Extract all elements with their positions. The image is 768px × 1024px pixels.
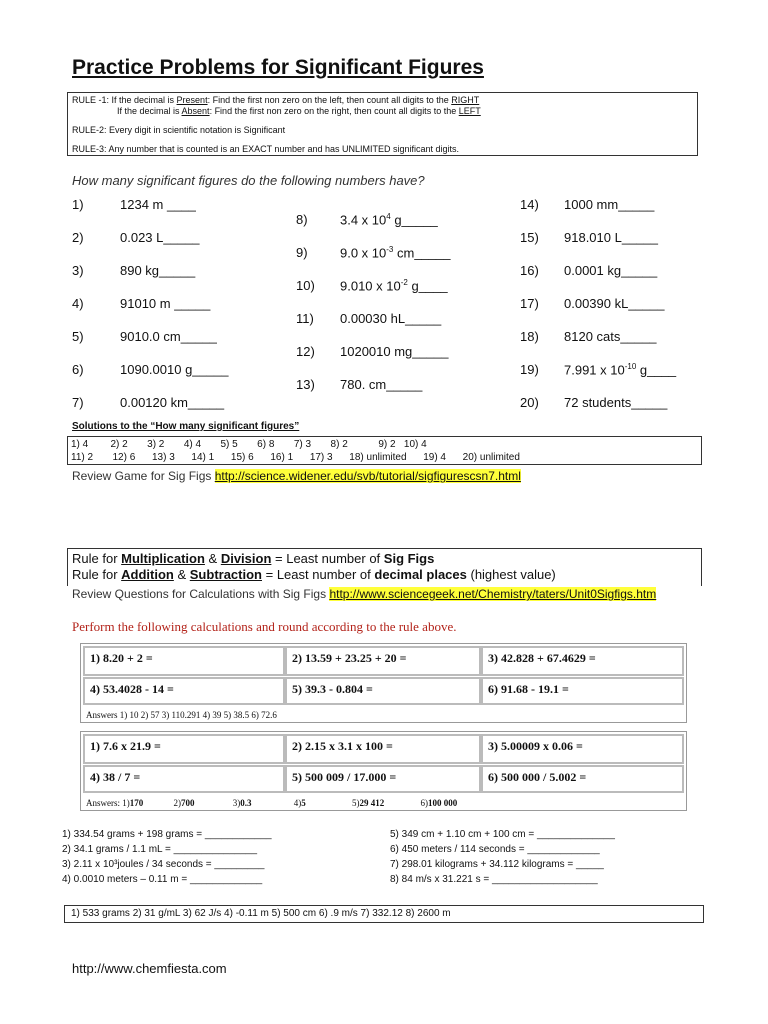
rule-1 — [72, 95, 479, 106]
problem-number: 10) — [296, 278, 315, 293]
rule-add-term-2: Subtraction — [189, 567, 262, 582]
rule-mult-term-2: Division — [220, 551, 272, 566]
calc2-answer-value: 0.3 — [240, 798, 252, 808]
problem-number: 20) — [520, 395, 539, 410]
problem-text — [340, 377, 422, 392]
problem-text-unit: g_____ — [390, 212, 438, 228]
problem-number: 9) — [296, 245, 308, 260]
rule-add-result: decimal places — [374, 567, 467, 582]
problem-text-unit: cm_____ — [393, 245, 451, 261]
problem-text-main: 0.00390 kL_____ — [564, 296, 665, 311]
rules-box — [67, 92, 698, 156]
problem-number: 15) — [520, 230, 539, 245]
problem-item — [520, 197, 720, 215]
calc1-cell-4: 4) 53.4028 - 14 = — [83, 677, 285, 705]
review-game — [72, 469, 521, 483]
problem-number: 18) — [520, 329, 539, 344]
problem-number: 7) — [72, 395, 84, 410]
problem-number: 4) — [72, 296, 84, 311]
problem-text: 0.023 L_____ — [120, 230, 200, 245]
review-questions-label: Review Questions for Calculations with Sig Figs — [72, 587, 330, 601]
calc2-cell-3: 3) 5.00009 x 0.06 = — [481, 734, 684, 764]
problem-text-main: 3.4 x 10 — [340, 212, 387, 228]
calc2-cell-2: 2) 2.15 x 3.1 x 100 = — [285, 734, 481, 764]
problem-text — [340, 278, 448, 293]
problem-text — [564, 263, 657, 278]
problem-text: 0.00120 km_____ — [120, 395, 225, 410]
exponent: -10 — [624, 362, 637, 371]
problem-text — [564, 197, 654, 212]
problem-item — [72, 296, 272, 314]
solutions-heading: Solutions to the “How many significant figures” — [72, 421, 300, 432]
problem-text — [564, 329, 657, 344]
calc1-cell-3: 3) 42.828 + 67.4629 = — [481, 646, 684, 676]
question-text: How many significant figures do the following numbers have? — [72, 173, 425, 188]
rule-1-prefix: RULE -1: If the decimal is — [72, 95, 177, 105]
calc2-cell-4: 4) 38 / 7 = — [83, 765, 285, 793]
calc2-cell-6: 6) 500 000 / 5.002 = — [481, 765, 684, 793]
problem-number: 3) — [72, 263, 84, 278]
problem-text: 1234 m ____ — [120, 197, 196, 212]
problem-item — [296, 212, 496, 230]
review-game-link[interactable]: http://science.widener.edu/svb/tutorial/sigfigurescsn7.html — [214, 469, 521, 483]
exponent: 4 — [386, 212, 391, 221]
calc1-cell-6: 6) 91.68 - 19.1 = — [481, 677, 684, 705]
calc2-cell-5: 5) 500 009 / 17.000 = — [285, 765, 481, 793]
problem-text-main: 0.00030 hL_____ — [340, 311, 442, 326]
problem-item — [72, 395, 272, 413]
exponent: -2 — [400, 278, 408, 287]
problem-number: 5) — [72, 329, 84, 344]
problem-number: 16) — [520, 263, 539, 278]
problem-text — [564, 362, 676, 377]
calc2-answer-label: 5) — [352, 798, 360, 808]
problem-item — [72, 329, 272, 347]
problem-text — [340, 311, 441, 326]
word-problem-3: 3) 2.11 x 10³joules / 34 seconds = _________ — [62, 859, 265, 870]
problem-item — [72, 197, 272, 215]
calc-rules-box — [67, 548, 702, 586]
word-problem-7: 7) 298.01 kilograms + 34.112 kilograms = _____ — [390, 859, 604, 870]
rule-add-text-g: (highest value) — [466, 567, 556, 582]
calc1-cell-1: 1) 8.20 + 2 = — [83, 646, 285, 676]
problem-item — [520, 395, 720, 413]
word-problem-6: 6) 450 meters / 114 seconds = _____________ — [390, 844, 600, 855]
calc2-answer-value: 170 — [129, 798, 144, 808]
rule-add-text-a: Rule for — [72, 567, 122, 582]
calc2-answer-value: 100 000 — [428, 798, 458, 808]
word-problem-1: 1) 334.54 grams + 198 grams = ____________ — [62, 829, 272, 840]
calc2-answer-label: 6) — [420, 798, 428, 808]
rule-1b-absent: Absent — [181, 106, 210, 116]
word-problem-8: 8) 84 m/s x 31.221 s = ___________________ — [390, 874, 598, 885]
problem-item — [520, 362, 720, 380]
calc-table-1 — [80, 643, 687, 723]
problem-text — [340, 344, 448, 359]
problem-text-main: 780. cm_____ — [340, 377, 423, 392]
rule-1b-middle: : Find the first non zero on the right, then count all digits to the — [209, 106, 459, 116]
rule-2: RULE-2: Every digit in scientific notation is Significant — [72, 125, 286, 135]
problem-text-main: 918.010 L_____ — [564, 230, 658, 245]
review-questions-link[interactable]: http://www.sciencegeek.net/Chemistry/taters/Unit0Sigfigs.htm — [329, 587, 657, 601]
problem-item — [72, 230, 272, 248]
calc2-answer-value: 700 — [181, 798, 195, 808]
calc1-answers: Answers 1) 10 2) 57 3) 110.291 4) 39 5) 38.5 6) 72.6 — [86, 710, 277, 720]
calc2-answers-prefix: Answers: 1) — [86, 798, 130, 808]
word-problem-5: 5) 349 cm + 1.10 cm + 100 cm = ______________ — [390, 829, 615, 840]
problem-number: 12) — [296, 344, 315, 359]
problem-item — [520, 329, 720, 347]
problem-text — [340, 212, 438, 227]
problem-number: 6) — [72, 362, 84, 377]
problem-text-main: 0.0001 kg_____ — [564, 263, 658, 278]
solutions-box — [67, 436, 702, 465]
solutions-line-1: 1) 4 2) 2 3) 2 4) 4 5) 5 6) 8 7) 3 8) 2 9) 2 10) 4 — [71, 439, 427, 450]
problem-number: 8) — [296, 212, 308, 227]
rule-multiplication — [72, 551, 697, 567]
rule-1-present: Present — [176, 95, 208, 105]
problem-text: 91010 m _____ — [120, 296, 211, 311]
rule-mult-result: Sig Figs — [383, 551, 435, 566]
rule-mult-term-1: Multiplication — [121, 551, 205, 566]
problem-text-main: 8120 cats_____ — [564, 329, 657, 344]
problem-item — [72, 263, 272, 281]
calc2-cell-1: 1) 7.6 x 21.9 = — [83, 734, 285, 764]
problem-number: 2) — [72, 230, 84, 245]
word-problem-4: 4) 0.0010 meters – 0.11 m = _____________ — [62, 874, 263, 885]
calc2-answer-value: 29 412 — [359, 798, 385, 808]
rule-1b-prefix: If the decimal is — [117, 106, 182, 116]
rule-addition — [72, 567, 697, 583]
rule-1-right: RIGHT — [451, 95, 480, 105]
rule-mult-text-a: Rule for — [72, 551, 122, 566]
problem-text-unit: g____ — [407, 278, 448, 294]
calc1-cell-2: 2) 13.59 + 23.25 + 20 = — [285, 646, 481, 676]
rule-3: RULE-3: Any number that is counted is an EXACT number and has UNLIMITED significant digits. — [72, 144, 460, 154]
calc2-answers — [86, 798, 457, 808]
rule-mult-text-c: & — [204, 551, 221, 566]
problem-item — [520, 296, 720, 314]
problem-text-main: 72 students_____ — [564, 395, 668, 410]
problem-item — [296, 344, 496, 362]
problem-number: 11) — [296, 311, 314, 326]
problem-item — [520, 230, 720, 248]
calc2-answer-value: 5 — [301, 798, 306, 808]
rule-add-term-1: Addition — [121, 567, 174, 582]
problem-text: 890 kg_____ — [120, 263, 196, 278]
review-questions — [72, 587, 656, 601]
problem-text-main: 9.010 x 10 — [340, 278, 401, 294]
problem-text-unit: g____ — [636, 362, 677, 378]
calc-table-2 — [80, 731, 687, 811]
problem-number: 13) — [296, 377, 315, 392]
problem-number: 1) — [72, 197, 84, 212]
problem-number: 14) — [520, 197, 539, 212]
problem-number: 17) — [520, 296, 539, 311]
problem-text: 1090.0010 g_____ — [120, 362, 229, 377]
page-title: Practice Problems for Significant Figures — [72, 56, 484, 79]
problem-text-main: 9.0 x 10 — [340, 245, 387, 261]
problem-item — [520, 263, 720, 281]
exponent: -3 — [386, 245, 394, 254]
problem-text — [340, 245, 450, 260]
problem-text — [564, 395, 667, 410]
perform-instructions: Perform the following calculations and round according to the rule above. — [72, 619, 457, 634]
problem-text-main: 7.991 x 10 — [564, 362, 625, 378]
problem-number: 19) — [520, 362, 539, 377]
rule-add-text-e: = Least number of — [262, 567, 375, 582]
word-problem-2: 2) 34.1 grams / 1.1 mL = _______________ — [62, 844, 258, 855]
rule-mult-text-e: = Least number of — [271, 551, 384, 566]
rule-1b — [117, 106, 481, 117]
calc2-answer-label: 2) — [173, 798, 181, 808]
problem-text — [564, 230, 658, 245]
problem-item — [296, 245, 496, 263]
problem-item — [296, 311, 496, 329]
rule-1b-left: LEFT — [458, 106, 481, 116]
problem-text — [564, 296, 664, 311]
rule-add-text-c: & — [173, 567, 190, 582]
problem-text-main: 1000 mm_____ — [564, 197, 655, 212]
word-problem-answers: 1) 533 grams 2) 31 g/mL 3) 62 J/s 4) -0.11 m 5) 500 cm 6) .9 m/s 7) 332.12 8) 2600 m — [64, 905, 704, 923]
calc2-answer-label: 4) — [293, 798, 302, 808]
review-game-label: Review Game for Sig Figs — [72, 469, 215, 483]
problem-text: 9010.0 cm_____ — [120, 329, 217, 344]
calc2-answer-label: 3) — [232, 798, 241, 808]
problem-item — [296, 377, 496, 395]
problem-item — [72, 362, 272, 380]
solutions-line-2: 11) 2 12) 6 13) 3 14) 1 15) 6 16) 1 17) 3 18) unlimited 19) 4 20) unlimited — [71, 452, 520, 463]
rule-1-middle: : Find the first non zero on the left, then count all digits to the — [207, 95, 452, 105]
problem-item — [296, 278, 496, 296]
footer-url: http://www.chemfiesta.com — [72, 961, 227, 976]
problem-text-main: 1020010 mg_____ — [340, 344, 449, 359]
calc1-cell-5: 5) 39.3 - 0.804 = — [285, 677, 481, 705]
